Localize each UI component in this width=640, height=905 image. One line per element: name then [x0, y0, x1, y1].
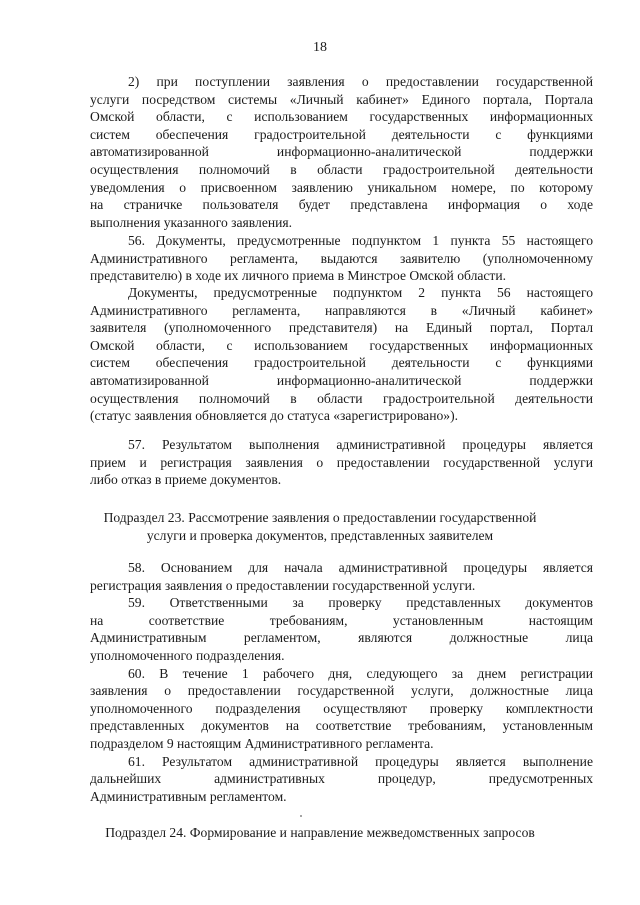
text-line: выполнения указанного заявления. [90, 214, 293, 230]
paragraph-57 [90, 436, 593, 489]
text-line: Омской области, с использованием государственных информационных [90, 109, 593, 125]
paragraph-item-2 [90, 73, 593, 231]
subsection-24-heading [0, 824, 640, 842]
page-number: 18 [313, 40, 327, 55]
text-line: регистрация заявления о предоставлении государственной услуги. [90, 577, 476, 593]
paragraph-56 [90, 232, 593, 285]
text-line: подразделом 9 настоящим Административного регламента. [90, 735, 434, 751]
text-line: уполномоченного подразделения осуществляют проверку комплектности [90, 700, 593, 716]
text-line: Административного регламента, выдаются заявителю (уполномоченному [90, 250, 593, 266]
text-line: представителю) в ходе их личного приема в Минстрое Омской области. [90, 268, 507, 284]
text-line: Административным регламентом, являются должностные лица [90, 630, 593, 646]
text-line: (статус заявления обновляется до статуса «зарегистрировано»). [90, 408, 459, 424]
scan-artifact-dot [300, 815, 302, 817]
text-line: либо отказ в приеме документов. [90, 472, 282, 488]
text-line: услуги посредством системы «Личный кабинет» Единого портала, Портала [90, 91, 593, 107]
text-line: уведомления о присвоенном заявлению уникальном номере, по которому [90, 179, 593, 195]
text-line: систем обеспечения градостроительной деятельности с функциями [90, 126, 593, 142]
text-line: заявления о предоставлении государственной услуги, должностные лица [90, 683, 593, 699]
text-line: автоматизированной информационно-аналитической поддержки [90, 144, 593, 160]
paragraphs-58-61 [90, 559, 593, 805]
text-line: 59. Ответственными за проверку представленных документов [128, 595, 593, 611]
text-line: дальнейших административных процедур, предусмотренных [90, 771, 593, 787]
heading-line: Подраздел 23. Рассмотрение заявления о предоставлении государственной [103, 510, 537, 525]
heading-line: услуги и проверка документов, представленных заявителем [146, 527, 494, 543]
text-line: автоматизированной информационно-аналитической поддержки [90, 372, 593, 388]
text-line: 57. Результатом выполнения административной процедуры является [128, 437, 593, 452]
text-line: заявителя (уполномоченного представителя) на Единый портал, Портал [90, 320, 593, 336]
text-line: на страничке пользователя будет представлена информация о ходе [90, 197, 593, 213]
text-line: осуществления полномочий в области градостроительной деятельности [90, 161, 593, 177]
text-line: Документы, предусмотренные подпунктом 2 пункта 56 настоящего [128, 285, 593, 300]
paragraph-56-documents [90, 284, 593, 425]
heading-line: Подраздел 24. Формирование и направление межведомственных запросов [105, 825, 535, 840]
subsection-23-heading [0, 509, 640, 544]
text-line: Омской области, с использованием государственных информационных [90, 337, 593, 353]
text-line: представленных документов на соответствие требованиям, установленным [90, 718, 593, 734]
text-line: осуществления полномочий в области градостроительной деятельности [90, 390, 593, 406]
text-line: уполномоченного подразделения. [90, 647, 285, 663]
text-line: Административным регламентом. [90, 788, 287, 804]
text-line: 60. В течение 1 рабочего дня, следующего за днем регистрации [128, 665, 593, 681]
text-line: 2) при поступлении заявления о предоставлении государственной [128, 74, 593, 89]
text-line: 61. Результатом административной процедуры является выполнение [128, 753, 593, 769]
text-line: Административного регламента, направляются в «Личный кабинет» [90, 302, 593, 318]
text-line: систем обеспечения градостроительной деятельности с функциями [90, 355, 593, 371]
text-line: прием и регистрация заявления о предоставлении государственной услуги [90, 454, 593, 470]
text-line: 56. Документы, предусмотренные подпунктом 1 пункта 55 настоящего [128, 233, 593, 248]
text-line: 58. Основанием для начала административной процедуры является [128, 560, 593, 575]
text-line: на соответствие требованиям, установленным настоящим [90, 612, 593, 628]
